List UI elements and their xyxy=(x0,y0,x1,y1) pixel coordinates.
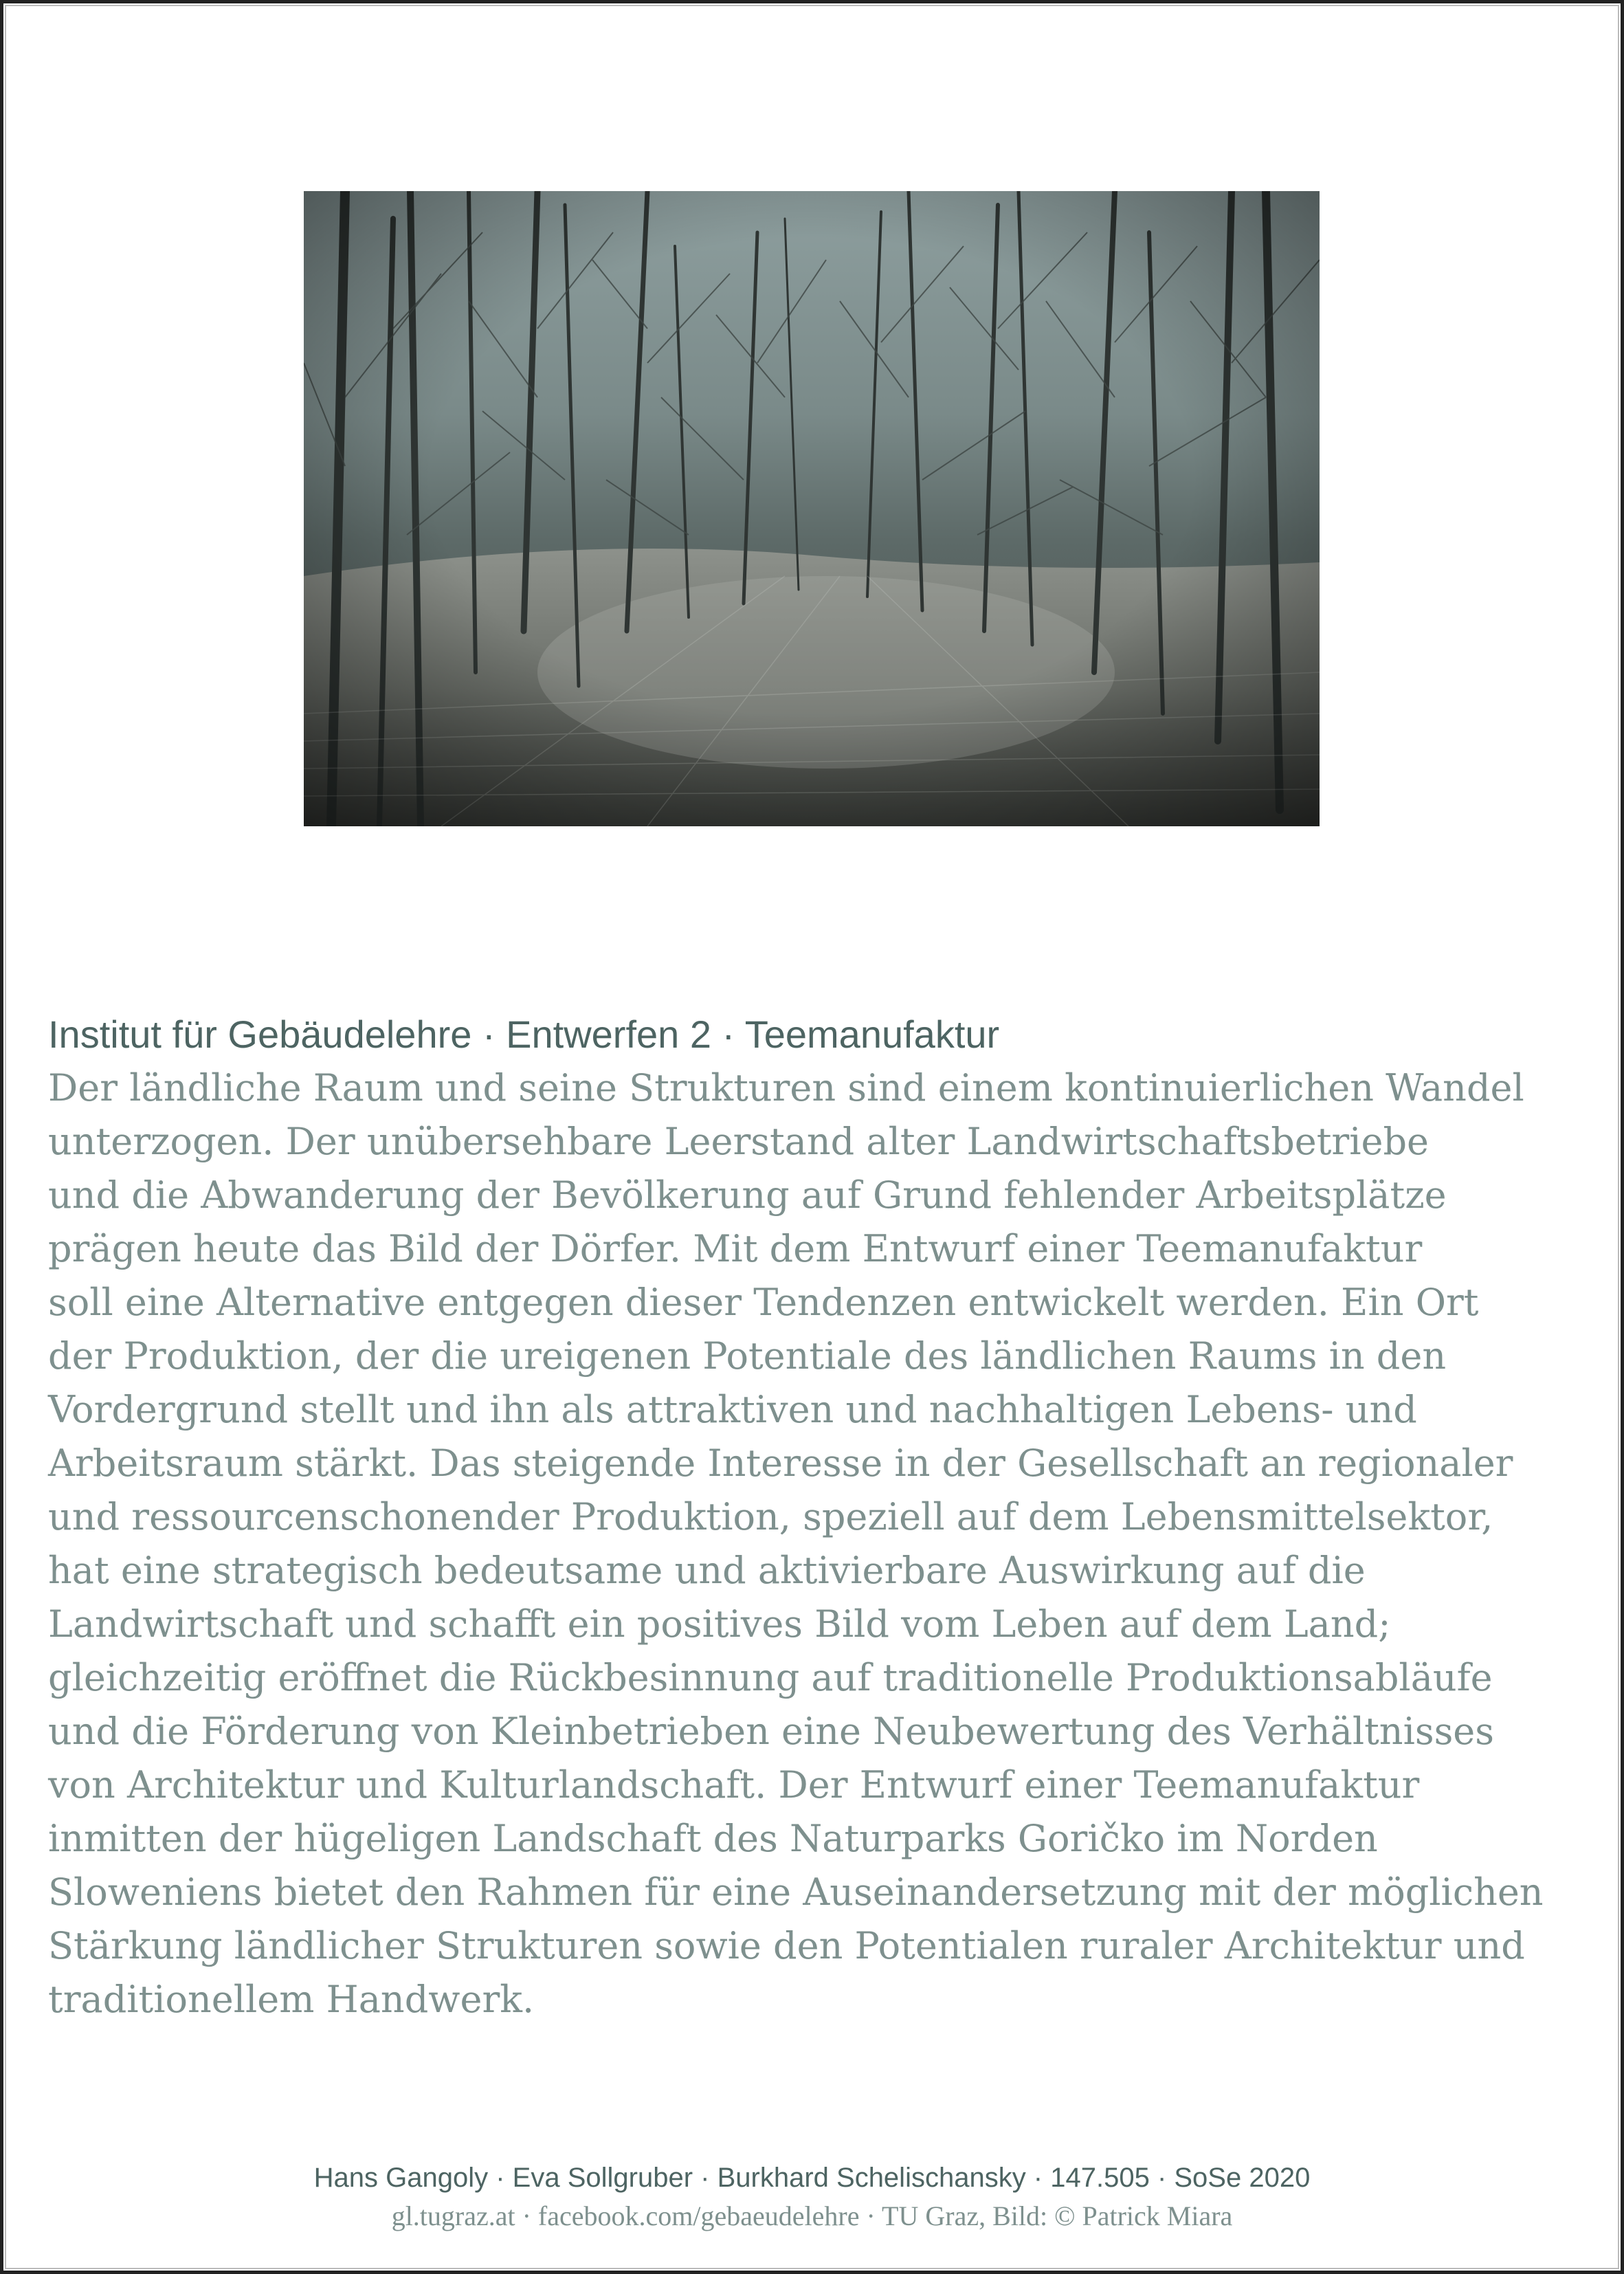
text-line: der Produktion, der die ureigenen Potentiale des ländlichen Raums in den xyxy=(48,1334,1447,1378)
footer-links: gl.tugraz.at · facebook.com/gebaeudelehre · TU Graz, Bild: © Patrick Miara xyxy=(391,2200,1233,2231)
text-line: gleichzeitig eröffnet die Rückbesinnung auf traditionelle Produktionsabläufe xyxy=(48,1656,1493,1699)
text-line: Landwirtschaft und schafft ein positives Bild vom Leben auf dem Land; xyxy=(48,1602,1391,1646)
text-line: prägen heute das Bild der Dörfer. Mit dem Entwurf einer Teemanufaktur xyxy=(48,1227,1423,1270)
page-title: Institut für Gebäudelehre · Entwerfen 2 · Teemanufaktur xyxy=(48,1013,1000,1056)
text-line: von Architektur und Kulturlandschaft. Der Entwurf einer Teemanufaktur xyxy=(48,1763,1420,1807)
text-line: und die Abwanderung der Bevölkerung auf Grund fehlender Arbeitsplätze xyxy=(48,1173,1447,1217)
text-line: Der ländliche Raum und seine Strukturen sind einem kontinuierlichen Wandel xyxy=(48,1066,1524,1110)
text-line: und die Förderung von Kleinbetrieben eine Neubewertung des Verhältnisses xyxy=(48,1710,1494,1753)
text-line: Stärkung ländlicher Strukturen sowie den Potentialen ruraler Architektur und xyxy=(48,1924,1525,1967)
footer-credits: Hans Gangoly · Eva Sollgruber · Burkhard Schelischansky · 147.505 · SoSe 2020 xyxy=(313,2163,1311,2193)
text-line: Sloweniens bietet den Rahmen für eine Auseinandersetzung mit der möglichen xyxy=(48,1870,1544,1914)
text-line: Vordergrund stellt und ihn als attraktiven und nachhaltigen Lebens- und xyxy=(48,1388,1417,1431)
text-line: und ressourcenschonender Produktion, speziell auf dem Lebensmittelsektor, xyxy=(48,1495,1493,1538)
text-line: Arbeitsraum stärkt. Das steigende Interesse in der Gesellschaft an regionaler xyxy=(48,1442,1513,1485)
forest-photo-image xyxy=(304,191,1320,826)
text-line: traditionellem Handwerk. xyxy=(48,1978,535,2021)
description-text xyxy=(48,1061,1588,2027)
forest-photo xyxy=(304,191,1320,826)
text-line: soll eine Alternative entgegen dieser Tendenzen entwickelt werden. Ein Ort xyxy=(48,1281,1479,1324)
text-line: inmitten der hügeligen Landschaft des Naturparks Goričko im Norden xyxy=(48,1817,1378,1860)
text-line: hat eine strategisch bedeutsame und aktivierbare Auswirkung auf die xyxy=(48,1549,1366,1592)
text-line: unterzogen. Der unübersehbare Leerstand alter Landwirtschaftsbetriebe xyxy=(48,1120,1429,1163)
